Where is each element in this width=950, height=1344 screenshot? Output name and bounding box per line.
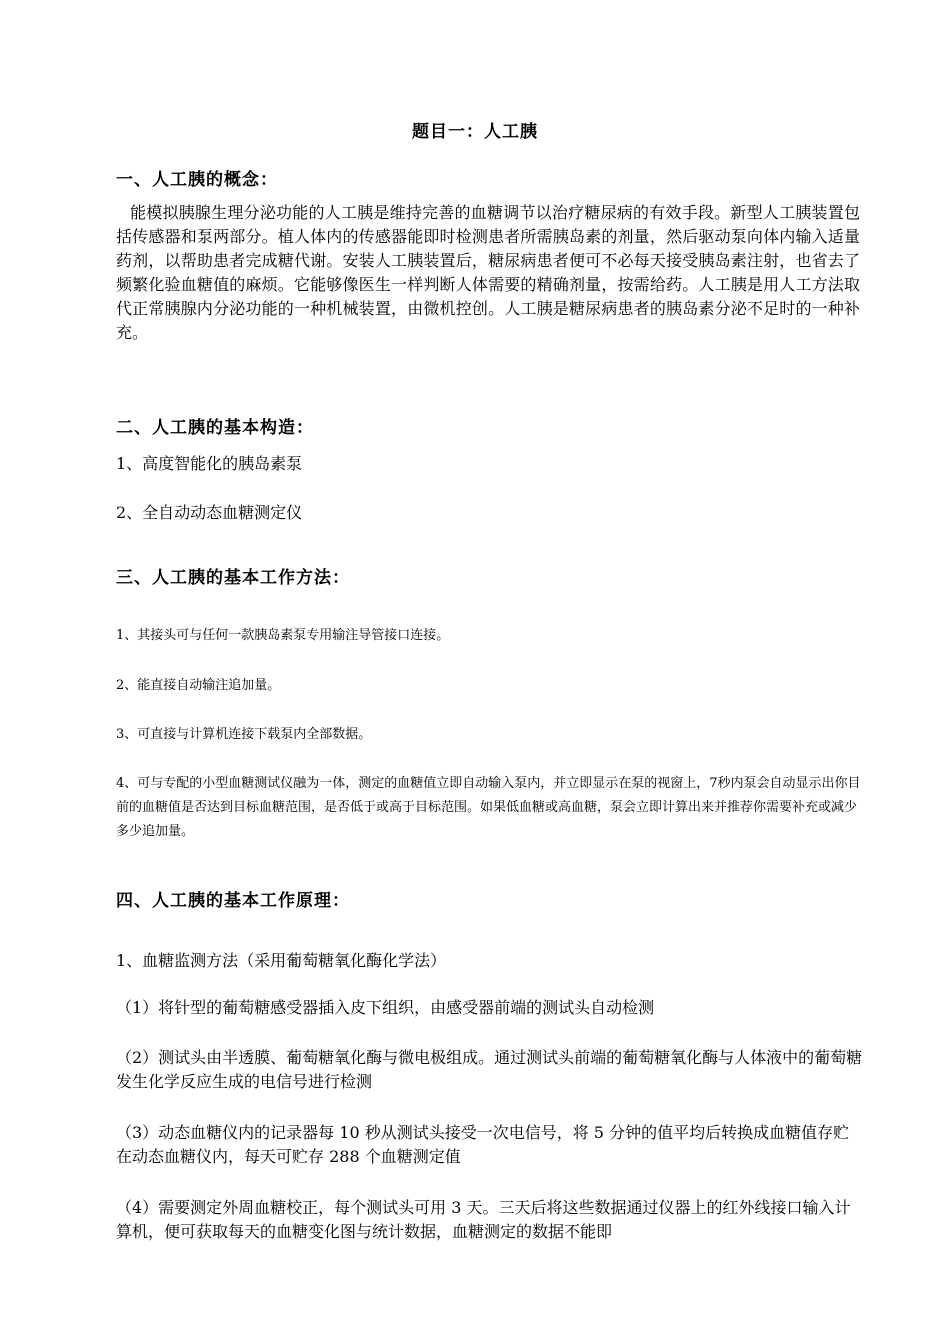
method-item-2: 2、能直接自动输注追加量。: [116, 678, 281, 693]
method-item-4: 4、可与专配的小型血糖测试仪融为一体，测定的血糖值立即自动输入泵内，并立即显示在泵的视窗上，7秒内泵会自动显示出你目前的血糖值是否达到目标血糖范围，是否低于或高于目标范围。如果低血糖或高血糖，泵会立即计算出来并推荐你需要补充或减少多少追加量。: [116, 776, 861, 839]
method-item-3: 3、可直接与计算机连接下载泵内全部数据。: [116, 727, 372, 742]
section-1-body: 能模拟胰腺生理分泌功能的人工胰是维持完善的血糖调节以治疗糖尿病的有效手段。新型人工胰装置包括传感器和泵两部分。植人体内的传感器能即时检测患者所需胰岛素的剂量，然后驱动泵向体内输入适量药剂，以帮助患者完成糖代谢。安装人工胰装置后，糖尿病患者便可不必每天接受胰岛素注射，也省去了频繁化验血糖值的麻烦。它能够像医生一样判断人体需要的精确剂量，按需给药。人工胰是用人工方法取代正常胰腺内分泌功能的一种机械装置，由微机控创。人工胰是糖尿病患者的胰岛素分泌不足时的一种补充。: [116, 203, 860, 342]
document-title: 题目一：人工胰: [412, 122, 538, 142]
principle-step-2: （2）测试头由半透膜、葡萄糖氧化酶与微电极组成。通过测试头前端的葡萄糖氧化酶与人体液中的葡萄糖发生化学反应生成的电信号进行检测: [116, 1048, 863, 1091]
monitoring-method: 1、血糖监测方法（采用葡萄糖氧化酶化学法）: [116, 951, 447, 970]
section-2-heading: 二、人工胰的基本构造：: [116, 418, 314, 438]
principle-step-1: （1）将针型的葡萄糖感受器插入皮下组织，由感受器前端的测试头自动检测: [116, 998, 655, 1017]
method-item-1: 1、其接头可与任何一款胰岛素泵专用输注导管接口连接。: [116, 628, 450, 643]
section-1-heading: 一、人工胰的概念：: [116, 170, 278, 190]
principle-step-4: （4）需要测定外周血糖校正，每个测试头可用 3 天。三天后将这些数据通过仪器上的红外线接口输入计算机，便可获取每天的血糖变化图与统计数据，血糖测定的数据不能即: [116, 1198, 851, 1241]
structure-item-2: 2、全自动动态血糖测定仪: [116, 503, 303, 522]
section-3-heading: 三、人工胰的基本工作方法：: [116, 568, 350, 588]
section-4-heading: 四、人工胰的基本工作原理：: [116, 891, 350, 911]
principle-step-3: （3）动态血糖仪内的记录器每 10 秒从测试头接受一次电信号，将 5 分钟的值平均后转换成血糖值存贮在动态血糖仪内，每天可贮存 288 个血糖测定值: [116, 1123, 850, 1166]
structure-item-1: 1、高度智能化的胰岛素泵: [116, 454, 303, 473]
